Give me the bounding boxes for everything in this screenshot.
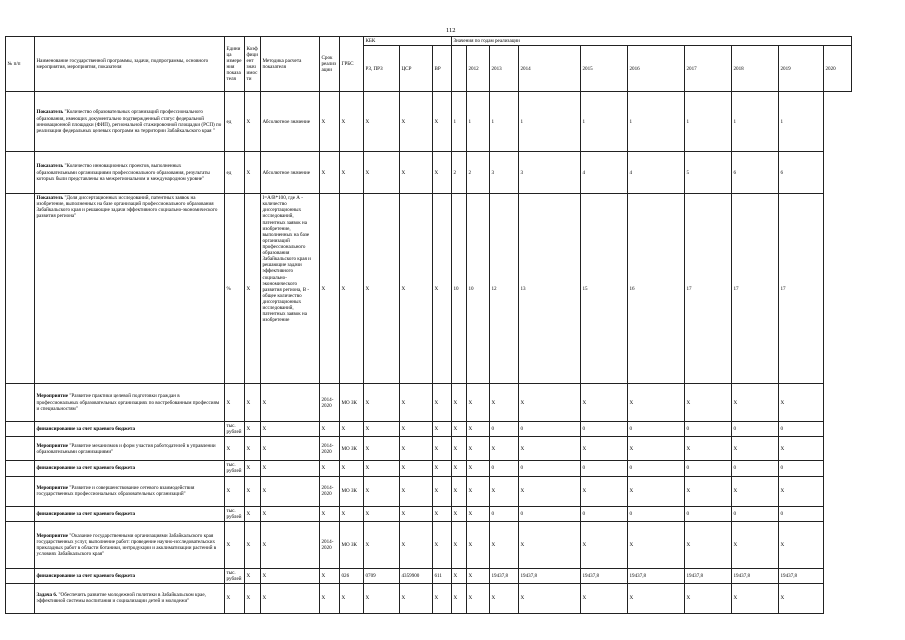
- row-number: [6, 92, 35, 152]
- row-unit: %: [225, 194, 245, 384]
- row-term: 2014-2020: [320, 476, 340, 506]
- row-text: "Количество инновационных проектов, выполненных образовательными организациями профессионального образования, результаты которых были представлены на межрегиональном и международном уровне": [36, 163, 210, 182]
- col-values-title: Значения по годам реализации: [452, 37, 852, 46]
- row-csr: X: [400, 152, 433, 194]
- row-value: 19437,8: [685, 568, 732, 583]
- row-value: X: [628, 437, 685, 461]
- row-label: Показатель: [36, 163, 64, 170]
- row-csr: 4359900: [400, 568, 433, 583]
- table-row: [6, 476, 852, 506]
- row-unit: X: [225, 437, 245, 461]
- row-csr: X: [400, 461, 433, 476]
- table-row: [6, 568, 852, 583]
- row-grbs: МО ЗК: [340, 437, 364, 461]
- row-value: 4: [581, 152, 628, 194]
- row-grbs: X: [340, 422, 364, 437]
- row-csr: X: [400, 194, 433, 384]
- row-label: Показатель: [36, 109, 64, 116]
- row-value: X: [732, 476, 779, 506]
- col-year: 2014: [519, 46, 581, 92]
- row-vr: X: [433, 506, 452, 521]
- row-value: X: [685, 521, 732, 568]
- row-rzprz: X: [364, 422, 400, 437]
- row-term: X: [320, 568, 340, 583]
- row-value: 3: [519, 152, 581, 194]
- row-value: 10: [467, 194, 490, 384]
- col-term: Срок реализации: [320, 37, 340, 92]
- row-label: финансирование за счет краевого бюджета: [36, 510, 136, 517]
- row-value: 0: [779, 461, 824, 476]
- table-row: [6, 92, 852, 152]
- row-vr: X: [433, 194, 452, 384]
- row-value: X: [581, 583, 628, 613]
- row-method: X: [261, 422, 320, 437]
- row-value: X: [519, 437, 581, 461]
- table-row: [6, 437, 852, 461]
- row-method: Абсолютное значение: [261, 92, 320, 152]
- col-year: 2012: [467, 46, 490, 92]
- row-unit: тыс. рублей: [225, 422, 245, 437]
- row-value: X: [779, 384, 824, 422]
- row-number: [6, 583, 35, 613]
- row-number: [6, 194, 35, 384]
- row-grbs: МО ЗК: [340, 476, 364, 506]
- row-rzprz: X: [364, 583, 400, 613]
- row-name: [35, 92, 225, 152]
- row-label: Мероприятие: [36, 393, 69, 400]
- row-vr: X: [433, 422, 452, 437]
- row-value: 6: [732, 152, 779, 194]
- row-text: "Количество образовательных организаций профессионального образования, имеющих документально подтвержденный статус федеральной инновационной площадки (ФИП), региональной стажировочной площадки (РСП) по реализации федеральных целевых программ на территории Забайкальского края ": [36, 109, 222, 134]
- row-term: X: [320, 506, 340, 521]
- col-year: 2015: [581, 46, 628, 92]
- row-coef: X: [245, 461, 261, 476]
- row-value: 1: [628, 92, 685, 152]
- row-text: "Обеспечить развитие молодежной политики в Забайкальском крае, эффективной системы воспитания и социализации детей и молодежи": [36, 592, 206, 605]
- row-value: 17: [685, 194, 732, 384]
- row-unit: X: [225, 476, 245, 506]
- table-row: [6, 152, 852, 194]
- row-value: 15: [581, 194, 628, 384]
- row-value: 0: [519, 422, 581, 437]
- row-value: X: [581, 476, 628, 506]
- row-term: 2014-2020: [320, 437, 340, 461]
- row-unit: ед: [225, 152, 245, 194]
- row-value: 3: [490, 152, 519, 194]
- row-label: Мероприятие: [36, 484, 69, 491]
- row-coef: X: [245, 152, 261, 194]
- row-vr: X: [433, 152, 452, 194]
- row-value: 1: [490, 92, 519, 152]
- row-value: X: [685, 384, 732, 422]
- row-value: 2: [467, 152, 490, 194]
- row-value: X: [452, 521, 467, 568]
- row-coef: X: [245, 422, 261, 437]
- row-unit: тыс. рублей: [225, 506, 245, 521]
- row-csr: X: [400, 583, 433, 613]
- row-number: [6, 521, 35, 568]
- row-value: 10: [452, 194, 467, 384]
- row-value: 5: [685, 152, 732, 194]
- row-value: 1: [452, 92, 467, 152]
- row-value: X: [467, 506, 490, 521]
- row-csr: X: [400, 476, 433, 506]
- row-value: X: [452, 476, 467, 506]
- row-value: X: [490, 476, 519, 506]
- row-rzprz: X: [364, 506, 400, 521]
- row-value: X: [490, 521, 519, 568]
- row-coef: X: [245, 568, 261, 583]
- row-name: [35, 506, 225, 521]
- col-vr: ВР: [433, 46, 452, 92]
- col-year: 2018: [732, 46, 779, 92]
- row-value: X: [581, 437, 628, 461]
- row-value: 0: [628, 506, 685, 521]
- row-csr: X: [400, 506, 433, 521]
- row-value: 2: [452, 152, 467, 194]
- page-number: 112: [446, 27, 456, 34]
- row-term: 2014-2020: [320, 384, 340, 422]
- row-value: X: [685, 437, 732, 461]
- row-value: 19437,8: [519, 568, 581, 583]
- row-csr: X: [400, 384, 433, 422]
- row-label: Показатель: [36, 195, 64, 202]
- row-grbs: X: [340, 194, 364, 384]
- row-coef: X: [245, 476, 261, 506]
- row-value: X: [779, 521, 824, 568]
- row-coef: X: [245, 506, 261, 521]
- col-year: 2017: [685, 46, 732, 92]
- row-number: [6, 461, 35, 476]
- row-value: 1: [685, 92, 732, 152]
- col-kbk: КБК: [364, 37, 452, 46]
- row-label: финансирование за счет краевого бюджета: [36, 465, 136, 472]
- row-term: X: [320, 152, 340, 194]
- row-value: X: [779, 476, 824, 506]
- row-method: X: [261, 384, 320, 422]
- row-coef: X: [245, 583, 261, 613]
- row-unit: X: [225, 583, 245, 613]
- row-name: [35, 476, 225, 506]
- table-header: [6, 37, 852, 92]
- row-name: [35, 461, 225, 476]
- row-value: 0: [779, 422, 824, 437]
- row-unit: X: [225, 384, 245, 422]
- row-value: X: [519, 583, 581, 613]
- row-value: 12: [490, 194, 519, 384]
- row-value: 0: [685, 422, 732, 437]
- row-value: 0: [685, 506, 732, 521]
- table-row: [6, 194, 852, 384]
- row-value: X: [467, 461, 490, 476]
- row-grbs: МО ЗК: [340, 521, 364, 568]
- row-value: X: [519, 384, 581, 422]
- row-method: X: [261, 583, 320, 613]
- row-number: [6, 437, 35, 461]
- row-rzprz: X: [364, 152, 400, 194]
- col-unit: Единица измерения показателя: [225, 37, 245, 92]
- col-grbs: ГРБС: [340, 37, 364, 92]
- row-method: X: [261, 506, 320, 521]
- row-rzprz: X: [364, 476, 400, 506]
- row-name: [35, 384, 225, 422]
- col-empty: [452, 46, 467, 92]
- row-grbs: МО ЗК: [340, 384, 364, 422]
- row-vr: X: [433, 476, 452, 506]
- row-vr: X: [433, 384, 452, 422]
- row-value: 0: [519, 506, 581, 521]
- row-grbs: X: [340, 152, 364, 194]
- row-value: X: [628, 521, 685, 568]
- row-csr: X: [400, 437, 433, 461]
- row-value: 0: [519, 461, 581, 476]
- row-label: Мероприятие: [36, 442, 69, 449]
- row-vr: X: [433, 583, 452, 613]
- row-unit: X: [225, 521, 245, 568]
- row-value: X: [685, 476, 732, 506]
- row-grbs: 026: [340, 568, 364, 583]
- row-label: Задача 6.: [36, 592, 58, 599]
- col-method: Методика расчета показателя: [261, 37, 320, 92]
- row-value: X: [452, 422, 467, 437]
- row-value: X: [732, 437, 779, 461]
- row-value: X: [467, 583, 490, 613]
- row-value: 17: [732, 194, 779, 384]
- col-year: 2020: [824, 46, 852, 92]
- row-value: X: [452, 506, 467, 521]
- row-term: X: [320, 422, 340, 437]
- row-value: X: [628, 384, 685, 422]
- row-value: X: [519, 521, 581, 568]
- row-name: [35, 521, 225, 568]
- row-value: X: [685, 583, 732, 613]
- table-row: [6, 384, 852, 422]
- row-unit: тыс. рублей: [225, 568, 245, 583]
- table-body: [6, 92, 852, 614]
- row-coef: X: [245, 521, 261, 568]
- row-label: Мероприятие: [36, 532, 69, 539]
- row-value: X: [452, 461, 467, 476]
- row-value: 0: [490, 461, 519, 476]
- row-text: "Развитие практики целевой подготовки граждан в профессиональных образовательных организациях по востребованным профессиям и специальностям": [36, 393, 220, 412]
- row-value: X: [452, 568, 467, 583]
- row-value: 0: [628, 422, 685, 437]
- program-table: [5, 36, 852, 614]
- row-value: 1: [779, 92, 824, 152]
- row-value: X: [779, 437, 824, 461]
- row-value: 0: [490, 506, 519, 521]
- row-coef: X: [245, 194, 261, 384]
- row-method: Абсолютное значение: [261, 152, 320, 194]
- col-year: 2013: [490, 46, 519, 92]
- row-number: [6, 506, 35, 521]
- row-value: 0: [732, 461, 779, 476]
- row-value: 1: [732, 92, 779, 152]
- row-rzprz: X: [364, 92, 400, 152]
- row-value: 4: [628, 152, 685, 194]
- table-row: [6, 583, 852, 613]
- row-value: 16: [628, 194, 685, 384]
- row-value: X: [467, 384, 490, 422]
- row-grbs: X: [340, 461, 364, 476]
- table-row: [6, 461, 852, 476]
- row-value: X: [732, 583, 779, 613]
- row-value: X: [628, 476, 685, 506]
- row-grbs: X: [340, 92, 364, 152]
- row-grbs: X: [340, 583, 364, 613]
- row-value: X: [490, 384, 519, 422]
- row-number: [6, 384, 35, 422]
- row-term: 2014-2020: [320, 521, 340, 568]
- row-value: 1: [519, 92, 581, 152]
- row-value: X: [467, 422, 490, 437]
- row-value: X: [490, 437, 519, 461]
- row-vr: X: [433, 92, 452, 152]
- row-name: [35, 583, 225, 613]
- row-number: [6, 152, 35, 194]
- row-value: X: [732, 521, 779, 568]
- row-method: X: [261, 521, 320, 568]
- row-csr: X: [400, 521, 433, 568]
- row-rzprz: X: [364, 194, 400, 384]
- row-term: X: [320, 92, 340, 152]
- row-value: 19437,8: [779, 568, 824, 583]
- row-value: 19437,8: [581, 568, 628, 583]
- row-value: X: [467, 568, 490, 583]
- row-value: X: [452, 437, 467, 461]
- row-method: I=A/B*100, где А - количество диссертационных исследований, патентных заявок на изобретение, выполненных на базе организаций профессионального образования Забайкальского края и решающие задачи эффективного социально-экономического развития региона, В - общее количество диссертационных исследований, патентных заявок на изобретение: [261, 194, 320, 384]
- table-row: [6, 506, 852, 521]
- row-name: [35, 568, 225, 583]
- row-vr: X: [433, 521, 452, 568]
- row-value: X: [581, 521, 628, 568]
- row-value: 0: [581, 422, 628, 437]
- row-csr: X: [400, 422, 433, 437]
- row-number: [6, 422, 35, 437]
- table-row: [6, 521, 852, 568]
- row-unit: ед: [225, 92, 245, 152]
- row-coef: X: [245, 384, 261, 422]
- col-csr: ЦСР: [400, 46, 433, 92]
- row-value: 0: [685, 461, 732, 476]
- row-value: X: [490, 583, 519, 613]
- row-name: [35, 437, 225, 461]
- row-text: "Развитие механизмов и форм участия работодателей в управлении образовательными организациями": [36, 442, 216, 455]
- row-value: 0: [732, 422, 779, 437]
- col-year: 2019: [779, 46, 824, 92]
- col-no: № п/п: [6, 37, 35, 92]
- row-value: 0: [490, 422, 519, 437]
- row-value: 19437,8: [628, 568, 685, 583]
- row-rzprz: X: [364, 384, 400, 422]
- row-value: 19437,8: [732, 568, 779, 583]
- row-method: X: [261, 437, 320, 461]
- row-term: X: [320, 194, 340, 384]
- row-value: X: [581, 384, 628, 422]
- row-name: [35, 422, 225, 437]
- row-term: X: [320, 583, 340, 613]
- row-value: X: [452, 384, 467, 422]
- row-number: [6, 568, 35, 583]
- row-value: X: [467, 437, 490, 461]
- row-value: 0: [628, 461, 685, 476]
- row-method: X: [261, 476, 320, 506]
- row-value: 17: [779, 194, 824, 384]
- row-value: X: [519, 476, 581, 506]
- row-text: "Доля диссертационных исследований, патентных заявок на изобретение, выполненных на базе организаций профессионального образования Забайкальского края и решающие задачи эффективного социально-экономического развития региона": [36, 195, 218, 220]
- row-value: 0: [732, 506, 779, 521]
- row-value: X: [779, 583, 824, 613]
- row-value: X: [467, 521, 490, 568]
- row-value: 0: [581, 506, 628, 521]
- row-vr: X: [433, 461, 452, 476]
- col-coef: Коэффициент значимости: [245, 37, 261, 92]
- row-name: [35, 152, 225, 194]
- col-rzprz: РЗ, ПРЗ: [364, 46, 400, 92]
- col-name: Наименование государственной программы, задачи, подпрограммы, основного мероприятия, мероприятия, показателя: [35, 37, 225, 92]
- row-coef: X: [245, 437, 261, 461]
- row-value: 0: [581, 461, 628, 476]
- row-term: X: [320, 461, 340, 476]
- row-name: [35, 194, 225, 384]
- row-text: "Развитие и совершенствование сетевого взаимодействия государственных профессиональных образовательных организаций": [36, 484, 195, 498]
- row-value: X: [452, 583, 467, 613]
- table-row: [6, 422, 852, 437]
- row-rzprz: X: [364, 521, 400, 568]
- row-csr: X: [400, 92, 433, 152]
- row-value: 1: [467, 92, 490, 152]
- row-rzprz: 0709: [364, 568, 400, 583]
- row-vr: 611: [433, 568, 452, 583]
- row-value: X: [467, 476, 490, 506]
- row-label: финансирование за счет краевого бюджета: [36, 426, 136, 433]
- row-coef: X: [245, 92, 261, 152]
- row-method: X: [261, 568, 320, 583]
- row-value: 1: [581, 92, 628, 152]
- row-unit: тыс. рублей: [225, 461, 245, 476]
- row-value: 19437,8: [490, 568, 519, 583]
- row-rzprz: X: [364, 461, 400, 476]
- col-year: 2016: [628, 46, 685, 92]
- row-rzprz: X: [364, 437, 400, 461]
- row-text: "Оказание государственными организациями Забайкальского края государственных услуг, выполнение работ: проведение научно-исследовательских прикладных работ в области ботаники, интродукции и акклиматизации растений в условиях Забайкальского края": [36, 532, 217, 557]
- row-label: финансирование за счет краевого бюджета: [36, 572, 136, 579]
- row-vr: X: [433, 437, 452, 461]
- row-value: 6: [779, 152, 824, 194]
- row-value: X: [628, 583, 685, 613]
- row-grbs: X: [340, 506, 364, 521]
- row-number: [6, 476, 35, 506]
- row-value: X: [732, 384, 779, 422]
- row-value: 0: [779, 506, 824, 521]
- row-value: 13: [519, 194, 581, 384]
- row-method: X: [261, 461, 320, 476]
